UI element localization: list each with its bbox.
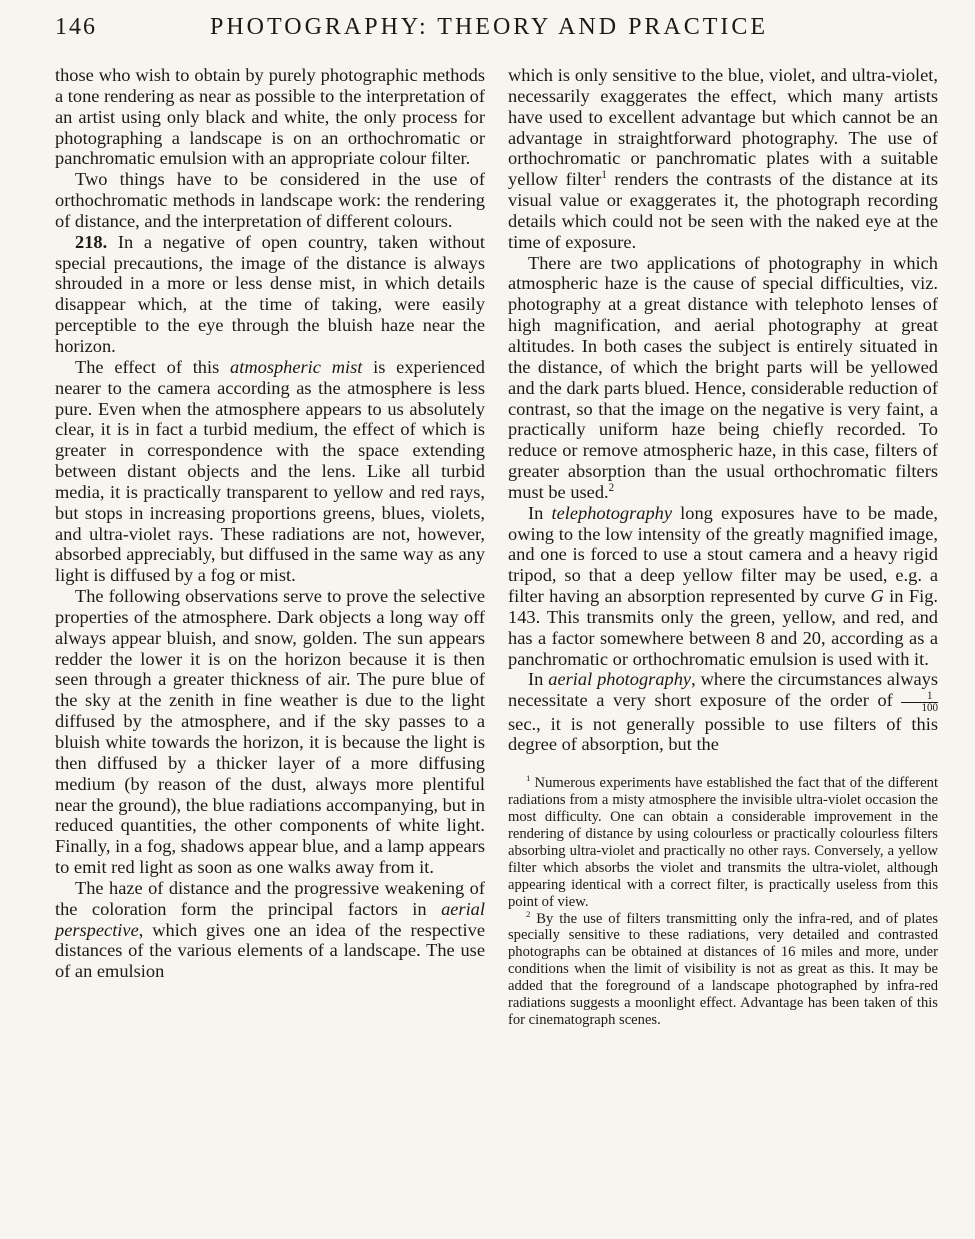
- emphasis: aerial perspective: [55, 898, 485, 940]
- paragraph: The following observations serve to prove the selective properties of the atmosphere. Dark objects a long way off always appear bluish, and snow, golden. The sun appears redder the lower it is on the horizon because it is then seen through a greater thickness of air. The pure blue of the sky at the zenith in fine weather is due to the light diffused by the atmosphere, and if the sky passes to a bluish white towards the horizon, it is because the light is then diffused by a thicker layer of a more diffusing medium (by reason of the dust, always more plentiful near the ground), the blue radiations accompanying, but in reduced quantities, the other components of white light. Finally, in a fog, shadows appear blue, and a lamp appears to emit red light as soon as one walks away from it.: [55, 586, 486, 878]
- paragraph: The haze of distance and the progressive weakening of the coloration form the principal factors in aerial perspective, which gives one an idea of the respective distances of the various elements of a landscape. The use of an emulsion: [55, 877, 485, 982]
- footnote-ref: 2: [608, 481, 615, 494]
- left-column: [55, 65, 485, 982]
- footnote-1: $^1$ Numerous experiments have established the fact that of the different radiations from a misty atmosphere the invisible ultra-violet occasion the most difficulty. One can obtain a considerable improvement in the rendering of distance by using colourless or practically colourless filters absorbing ultra-violet and practically no other rays. Conversely, a yellow filter which absorbs the violet and transmits the ultra-violet, although appearing identical with a correct filter, is practically useless from this point of view.: [508, 773, 938, 910]
- emphasis: G: [870, 586, 884, 607]
- emphasis: telephotography: [551, 502, 673, 523]
- paragraph: In aerial photography, where the circumstances always necessitate a very short exposure of the order of $\frac{1}{100}$ sec., it is not generally possible to use filters of this degree of absorption, but the: [508, 669, 938, 755]
- paragraph: In telephotography long exposures have to be made, owing to the low intensity of the greatly magnified image, and one is forced to use a stout camera and a heavy rigid tripod, so that a deep yellow filter may be used, e.g. a filter having an absorption represented by curve G in Fig. 143. This transmits only the green, yellow, and red, and has a factor somewhere between 8 and 20, according as a panchromatic or orthochromatic emulsion is used with it.: [508, 502, 938, 669]
- footnote-2: $^2$ By the use of filters transmitting only the infra-red, and of plates specially sensitive to these radiations, very detailed and contrasted photographs can be obtained at distances of 16 miles and more, under conditions when the limit of visibility is not as great as this. It may be added that the foreground of a landscape photographed by infra-red radiations suggests a moonlight effect. Advantage has been taken of this for cinematograph scenes.: [508, 908, 938, 1029]
- page-number: 146: [55, 14, 97, 40]
- section-number: 218.: [75, 231, 108, 252]
- fraction: $\frac{1}{100}$: [901, 691, 938, 714]
- emphasis: aerial photography: [548, 669, 692, 690]
- emphasis: atmospheric mist: [230, 356, 363, 377]
- paragraph-section-218: 218. In a negative of open country, taken without special precautions, the image of the distance is always shrouded in a more or less dense mist, in which details disappear which, at the time of taking, were easily perceptible to the eye through the bluish haze near the horizon.: [55, 231, 485, 356]
- paragraph: Two things have to be considered in the use of orthochromatic methods in landscape work: the rendering of distance, and the interpretation of different colours.: [55, 169, 485, 231]
- paragraph: There are two applications of photography in which atmospheric haze is the cause of special difficulties, viz. photography at a great distance with telephoto lenses of high magnification, and aerial photography at great altitudes. In both cases the subject is entirely situated in the distance, of which the bright parts will be yellowed and the dark parts blued. Hence, considerable reduction of contrast, so that the image on the negative is very faint, a practically uniform haze being chiefly recorded. To reduce or remove atmospheric haze, in this case, filters of greater absorption than the usual orthochromatic filters must be used.$^2$: [508, 252, 938, 502]
- paragraph: which is only sensitive to the blue, violet, and ultra-violet, necessarily exaggerates the effect, which many artists have used to excellent advantage but which cannot be an advantage in straightforward photography. The use of orthochromatic or panchromatic plates with a suitable yellow filter$^1$ renders the contrasts of the distance at its visual value or exaggerates it, the photograph recording details which could not be seen with the naked eye at the time of exposure.: [508, 65, 938, 252]
- running-title: PHOTOGRAPHY: THEORY AND PRACTICE: [210, 14, 769, 40]
- paragraph: The effect of this atmospheric mist is experienced nearer to the camera according as the atmosphere is less pure. Even when the atmosphere appears to us absolutely clear, it is in fact a turbid medium, the effect of which is greater in correspondence with the space extending between distant objects and the lens. Like all turbid media, it is practically transparent to yellow and red rays, but stops in increasing proportions greens, blues, violets, and ultra-violet rays. These radiations are not, however, absorbed appreciably, but diffused in the same way as any light is diffused by a fog or mist.: [55, 356, 485, 586]
- right-column: [508, 65, 938, 1029]
- footnotes: [508, 775, 938, 1029]
- footnote-ref: 1: [601, 169, 607, 182]
- paragraph: those who wish to obtain by purely photographic methods a tone rendering as near as possible to the interpretation of an artist using only black and white, the only process for photographing a landscape is on an orthochromatic or panchromatic emulsion with an appropriate colour filter.: [55, 65, 485, 169]
- page-header: [55, 14, 935, 48]
